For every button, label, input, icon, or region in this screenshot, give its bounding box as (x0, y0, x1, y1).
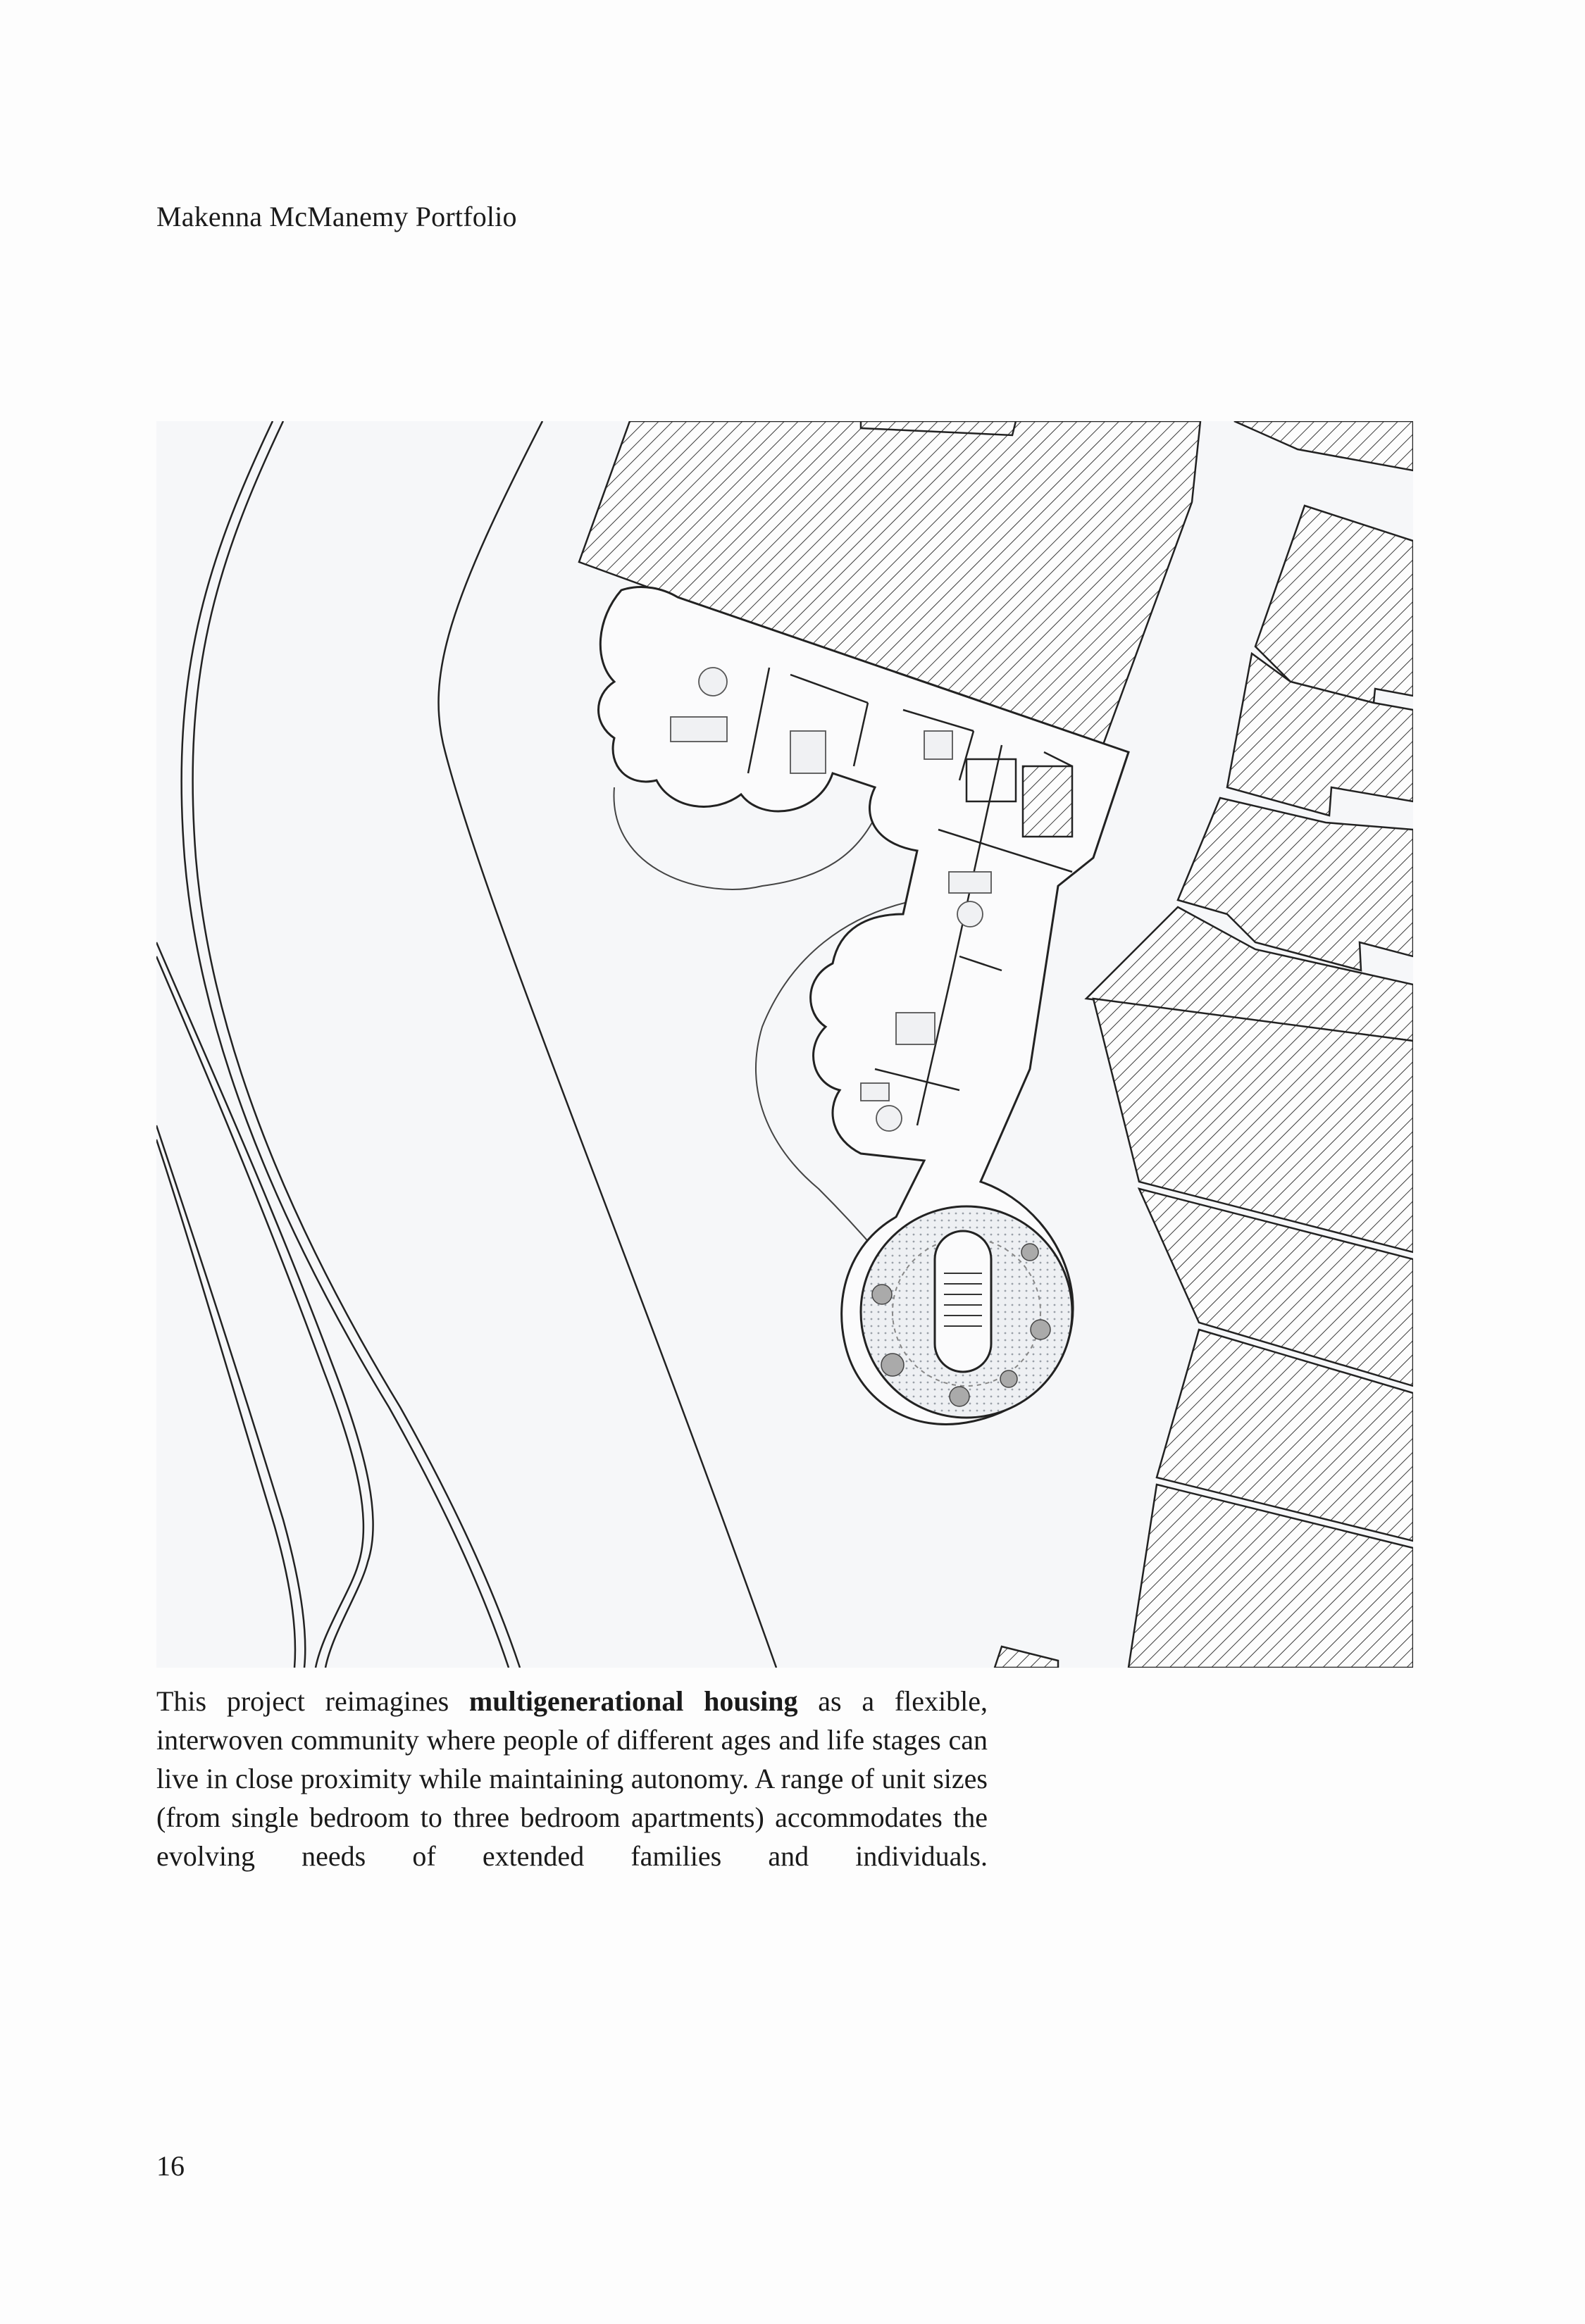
description-emphasis: multigenerational housing (468, 1685, 798, 1717)
round-tower (861, 1206, 1072, 1418)
site-floor-plan (156, 421, 1413, 1668)
page-number: 16 (156, 2150, 185, 2182)
description-lead: This project reimagines (156, 1685, 469, 1717)
project-description (156, 1682, 988, 1875)
description-rest: as a flexible, interwoven community where people of different ages and life stages can live in close proximity while maintaining autonomy. A range of unit sizes (from single bedroom to three bedroom apartments) accommodates the evolving needs of extended families and individuals. (156, 1685, 988, 1872)
running-header: Makenna McManemy Portfolio (156, 201, 517, 232)
